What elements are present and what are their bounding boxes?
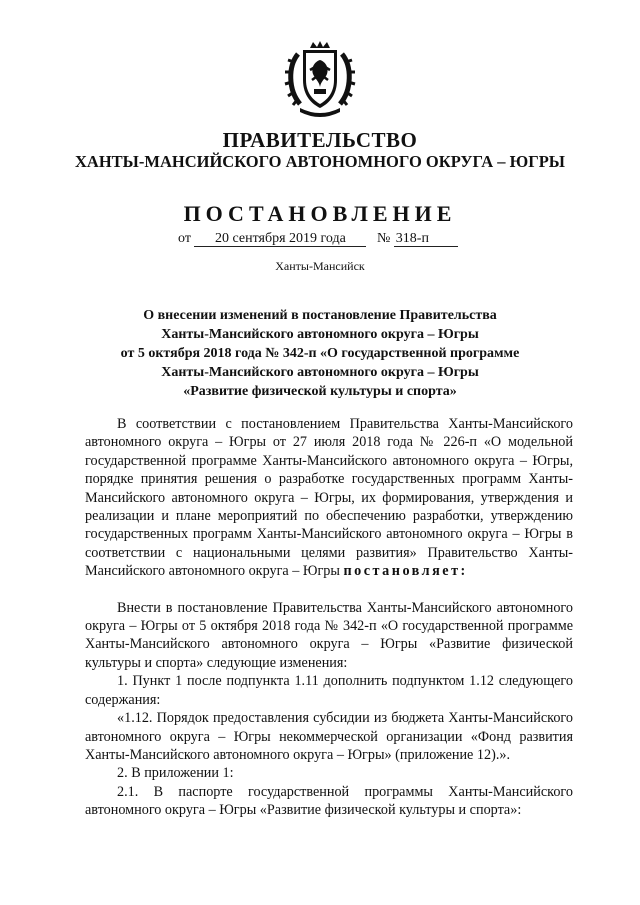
government-title: ПРАВИТЕЛЬСТВО [222, 128, 418, 152]
from-label: от [178, 231, 191, 246]
document-body [85, 415, 573, 820]
document-heading [60, 306, 580, 401]
document-number: 318-п [394, 231, 458, 247]
number-label: № [376, 231, 391, 246]
coat-of-arms-emblem [284, 40, 356, 118]
preamble-text: В соответствии с постановлением Правительства Ханты-Мансийского автономного округа – Югры от 27 июля 2018 года № 226-п «О модельной государственной программе Ханты-Мансийского автономного округа – Югры, порядке принятия решения о разработке государственных программ Ханты-Мансийского автономного округа – Югры, их формирования, утверждения и реализации и плане мероприятий по обеспечению разработки, утверждению государственных программ Ханты-Мансийского автономного округа – Югры в соответствии с национальными целями развития» Правительство Ханты-Мансийского автономного округа – Югры [85, 416, 573, 580]
region-name: ХАНТЫ-МАНСИЙСКОГО АВТОНОМНОГО ОКРУГА – ЮГРЫ [75, 152, 565, 171]
heading-line: от 5 октября 2018 года № 342-п «О государственной программе [120, 346, 520, 361]
heading-line: Ханты-Мансийского автономного округа – Югры [161, 365, 479, 380]
heading-line: О внесении изменений в постановление Правительства [143, 308, 497, 323]
paragraph-item-1-12: «1.12. Порядок предоставления субсидии из бюджета Ханты-Мансийского автономного округа – Югры некоммерческой организации «Фонд развития Ханты-Мансийского автономного округа – Югры» (приложение 12).». [85, 710, 573, 763]
document-date: 20 сентября 2019 года [194, 231, 366, 247]
heading-line: Ханты-Мансийского автономного округа – Югры [161, 327, 479, 342]
paragraph-item-1: 1. Пункт 1 после подпункта 1.11 дополнить подпунктом 1.12 следующего содержания: [85, 673, 573, 708]
paragraph-item-2-1: 2.1. В паспорте государственной программы Ханты-Мансийского автономного округа – Югры «Развитие физической культуры и спорта»: [85, 783, 573, 819]
paragraph-preamble [85, 415, 573, 581]
document-city: Ханты-Мансийск [275, 259, 365, 273]
paragraph-item-2: 2. В приложении 1: [117, 765, 234, 782]
paragraph-amend: Внести в постановление Правительства Ханты-Мансийского автономного округа – Югры от 5 октября 2018 года № 342-п «О государственной программе Ханты-Мансийского автономного округа – Югры «Развитие физической культуры и спорта» следующие изменения: [85, 599, 573, 671]
decree-keyword: постановляет: [343, 563, 468, 580]
document-date-number [178, 231, 458, 247]
heading-line: «Развитие физической культуры и спорта» [183, 384, 457, 399]
document-type: ПОСТАНОВЛЕНИЕ [183, 201, 457, 226]
